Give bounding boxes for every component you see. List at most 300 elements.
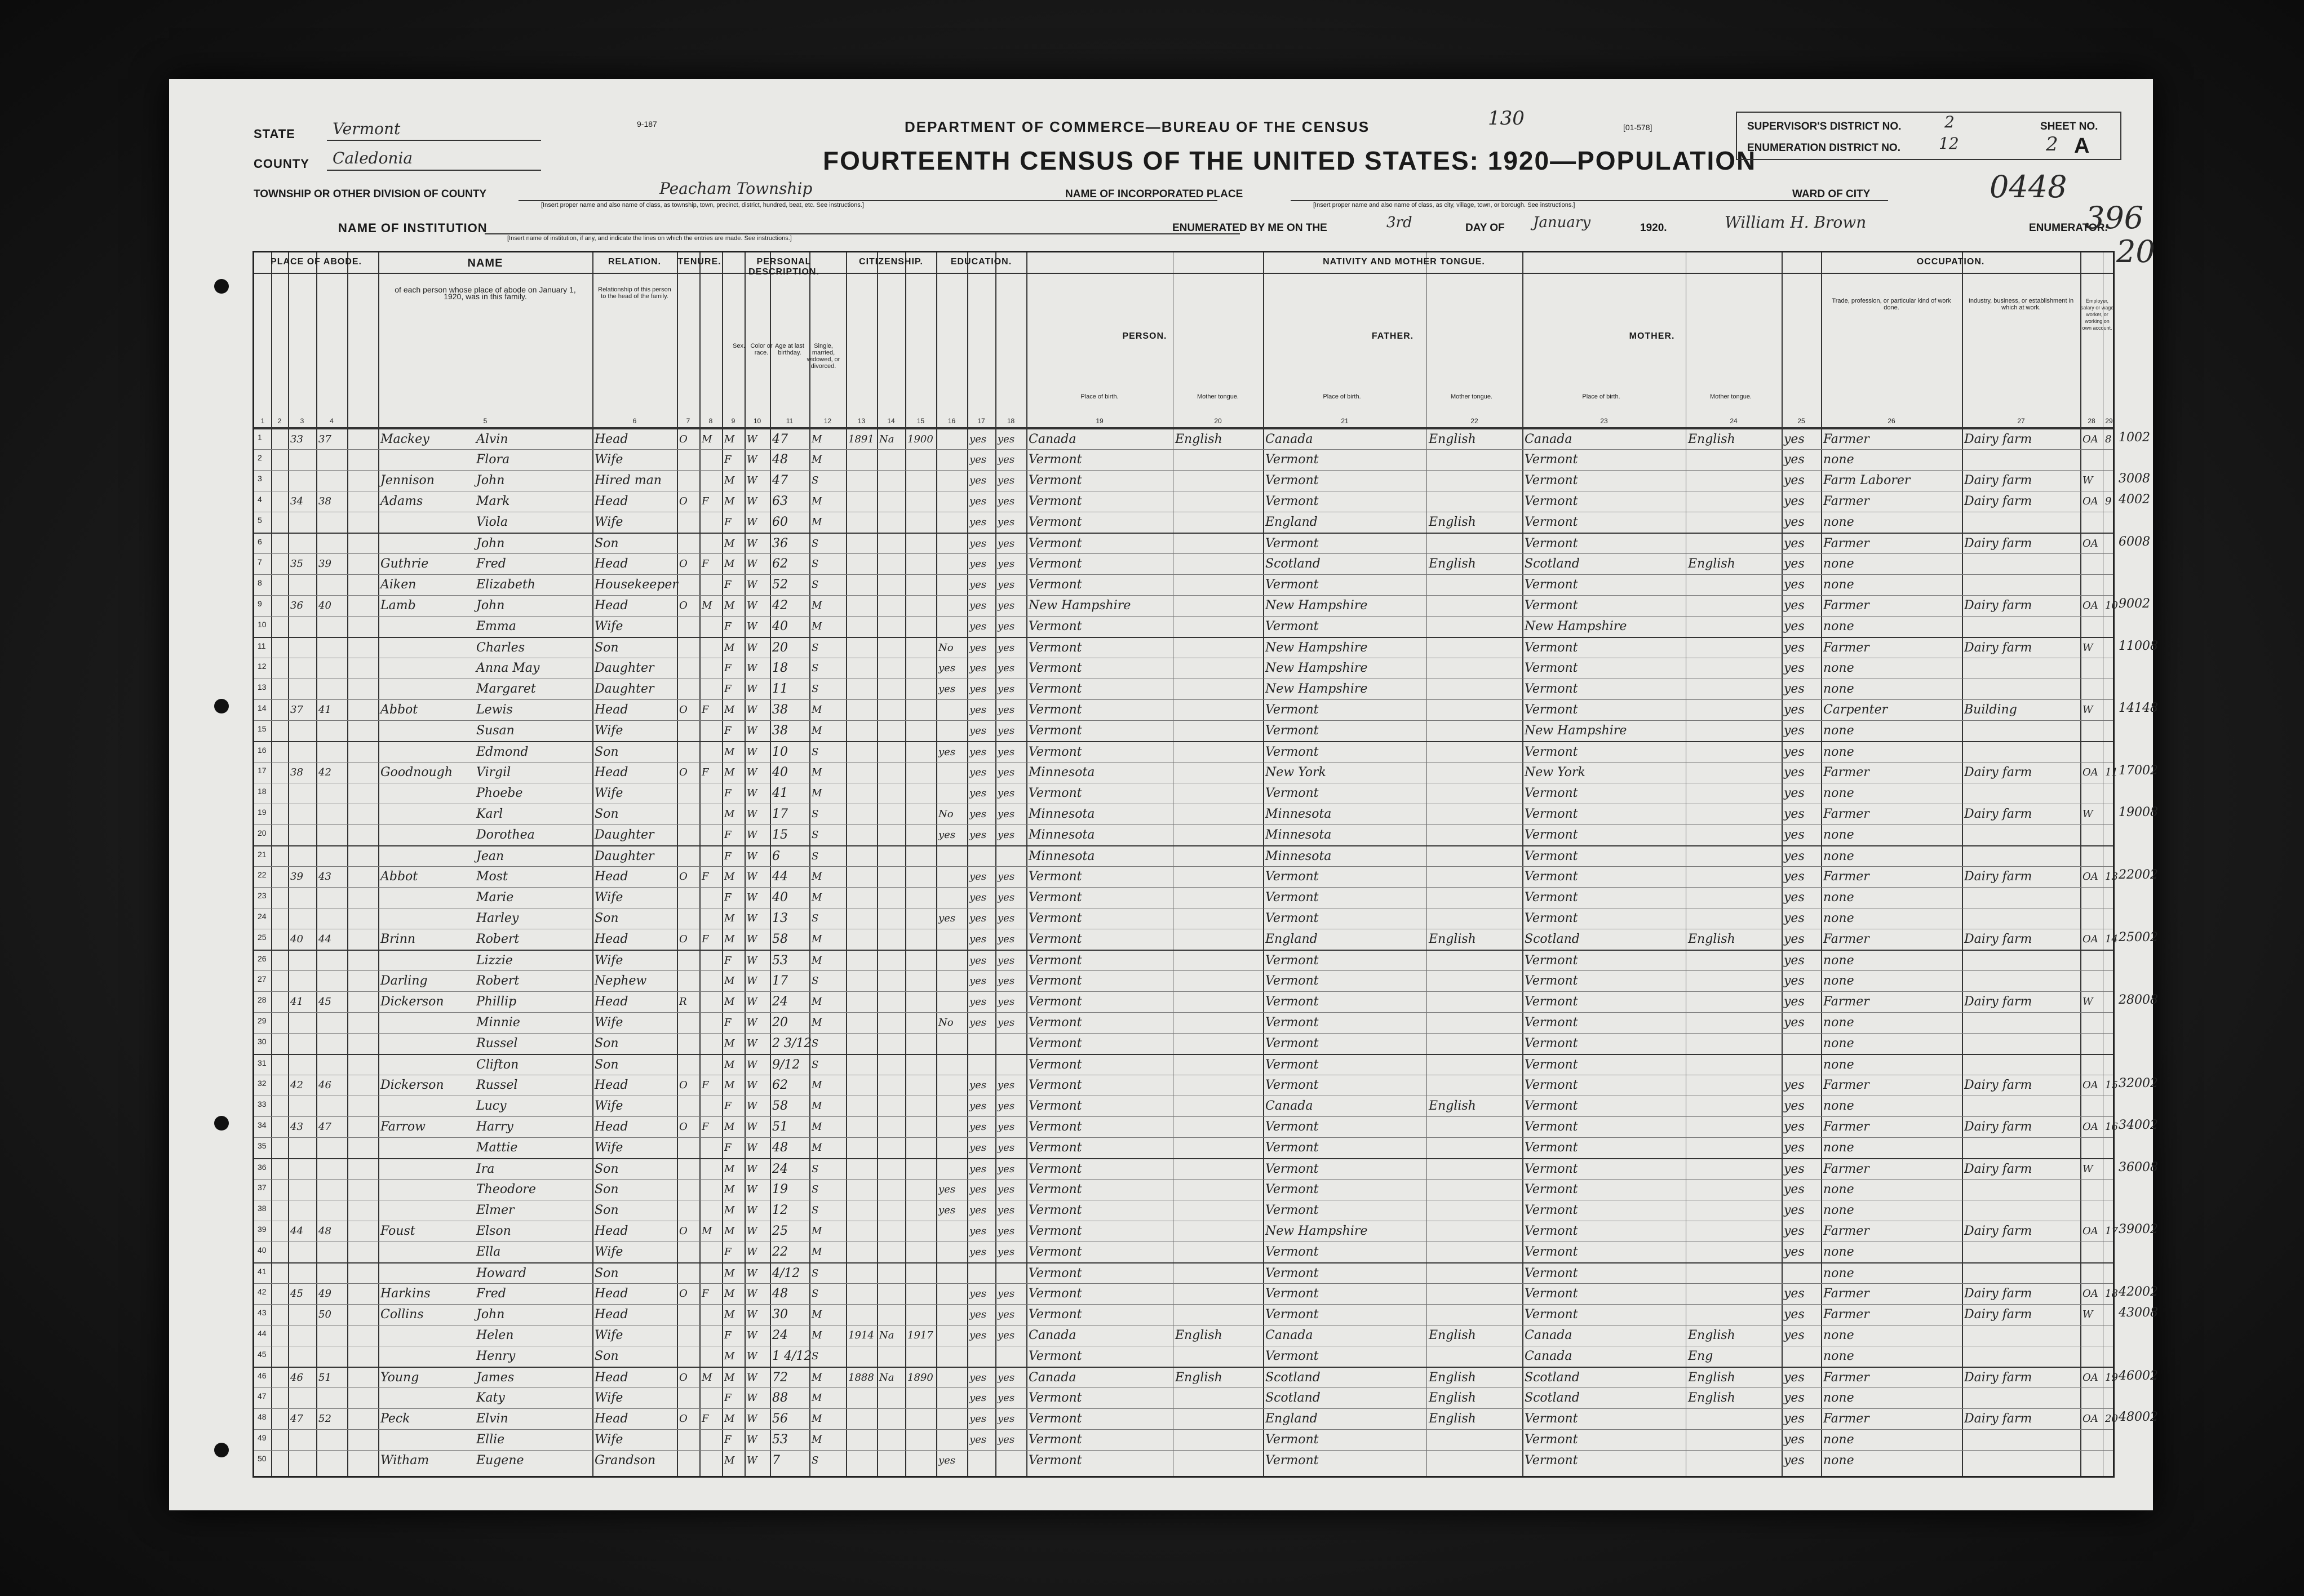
cell-rel: Son — [595, 1203, 619, 1217]
cell-given: John — [476, 598, 505, 613]
cell-sex: M — [724, 475, 735, 486]
cell-age: 48 — [772, 453, 788, 467]
cell-mort: F — [702, 558, 709, 570]
occupation-code: 48002 — [2119, 1410, 2158, 1424]
cell-fpob: Minnesota — [1265, 807, 1332, 821]
cell-rel: Head — [595, 1078, 628, 1092]
cell-read: yes — [969, 892, 987, 903]
cell-eng: yes — [1784, 932, 1805, 946]
cell-write: yes — [998, 1183, 1015, 1195]
cell-age: 58 — [772, 1099, 788, 1113]
cell-age: 88 — [772, 1391, 788, 1405]
cell-col: W — [747, 1142, 757, 1154]
cell-age: 1 4/12 — [772, 1349, 812, 1363]
cell-eng: yes — [1784, 1307, 1805, 1322]
cell-fam: 45 — [318, 996, 331, 1008]
cell-emp: OA — [2083, 766, 2098, 778]
marital-column-header: Single, married, widowed, or divorced. — [807, 343, 840, 370]
cell-fpob: Vermont — [1265, 703, 1319, 717]
cell-given: Margaret — [476, 682, 536, 696]
cell-mar: S — [812, 1350, 819, 1362]
cell-mpob: Canada — [1525, 1349, 1572, 1363]
cell-rel: Head — [595, 1120, 628, 1134]
cell-mpob: Vermont — [1525, 786, 1578, 800]
cell-age: 19 — [772, 1182, 788, 1196]
cell-sur: Mackey — [380, 432, 429, 446]
cell-tongue: English — [1175, 432, 1222, 446]
cell-trade: Farm Laborer — [1823, 473, 1911, 487]
cell-write: yes — [998, 787, 1015, 799]
cell-sex: M — [724, 600, 735, 611]
table-row — [254, 1096, 2113, 1116]
cell-col: W — [747, 808, 757, 820]
father-tongue-header: Mother tongue. — [1451, 393, 1492, 400]
group-header-divider — [254, 273, 2113, 274]
cell-age: 38 — [772, 724, 788, 738]
cell-eng: yes — [1784, 661, 1805, 675]
cell-eng: yes — [1784, 890, 1805, 905]
cell-pob: Vermont — [1029, 1307, 1082, 1322]
line-number: 46 — [258, 1371, 267, 1380]
census-year: 1920. — [1640, 222, 1667, 234]
occupation-code: 42002 — [2119, 1285, 2158, 1299]
cell-mort: F — [702, 495, 709, 507]
cell-read: yes — [969, 495, 987, 507]
cell-mpob: Vermont — [1525, 1058, 1578, 1072]
cell-sex: F — [724, 1434, 732, 1446]
cell-read: yes — [969, 1100, 987, 1112]
cell-fpob: Vermont — [1265, 1433, 1319, 1447]
cell-pob: Vermont — [1029, 1036, 1082, 1050]
line-number: 26 — [258, 954, 267, 963]
cell-sur: Adams — [380, 494, 423, 508]
line-number: 19 — [258, 808, 267, 817]
line-number: 29 — [258, 1016, 267, 1025]
age-column-header: Age at last birthday. — [775, 343, 804, 356]
cell-col: W — [747, 766, 757, 778]
cell-sur: Aiken — [380, 578, 417, 592]
cell-pob: Canada — [1029, 432, 1076, 446]
cell-trade: none — [1823, 1099, 1854, 1113]
cell-emp: OA — [2083, 1288, 2098, 1300]
cell-age: 38 — [772, 703, 788, 717]
cell-sur: Lamb — [380, 598, 416, 613]
enumerated-label: ENUMERATED BY ME ON THE — [1172, 222, 1327, 234]
cell-emp: W — [2083, 475, 2093, 486]
cell-fam: 41 — [318, 704, 331, 716]
cell-sch: yes — [938, 1183, 956, 1195]
cell-trade: Farmer — [1823, 1287, 1869, 1301]
cell-sur: Foust — [380, 1224, 415, 1238]
cell-sur: Farrow — [380, 1120, 426, 1134]
cell-col: W — [747, 1246, 757, 1258]
cell-age: 47 — [772, 473, 788, 487]
cell-rel: Head — [595, 870, 628, 884]
cell-eng: yes — [1784, 1016, 1805, 1030]
cell-trade: none — [1823, 619, 1854, 633]
cell-trade: none — [1823, 682, 1854, 696]
cell-dw: 38 — [290, 766, 303, 778]
cell-read: yes — [969, 955, 987, 967]
cell-write: yes — [998, 1392, 1015, 1404]
cell-sex: M — [724, 1372, 735, 1384]
industry-column-header: Industry, business, or establishment in which at work. — [1968, 298, 2074, 311]
cell-given: Howard — [476, 1266, 526, 1280]
cell-eng: yes — [1784, 557, 1805, 571]
cell-read: yes — [969, 766, 987, 778]
cell-mar: S — [812, 1267, 819, 1279]
cell-fpob: Vermont — [1265, 786, 1319, 800]
cell-ftongue: English — [1429, 1099, 1476, 1113]
cell-sex: M — [724, 1455, 735, 1466]
cell-write: yes — [998, 955, 1015, 967]
cell-eng: yes — [1784, 619, 1805, 633]
cell-given: Karl — [476, 807, 503, 821]
cell-given: Theodore — [476, 1182, 536, 1196]
cell-dw: 39 — [290, 871, 303, 883]
line-number: 2 — [258, 453, 262, 462]
cell-sex: M — [724, 746, 735, 758]
cell-col: W — [747, 850, 757, 862]
cell-trade: none — [1823, 828, 1854, 842]
occupation-code: 17002 — [2119, 764, 2158, 778]
cell-sch: yes — [938, 683, 956, 695]
column-number: 4 — [330, 417, 334, 425]
cell-rel: Head — [595, 703, 628, 717]
cell-mar: S — [812, 662, 819, 674]
cell-col: W — [747, 975, 757, 987]
sheet-number-value: 2 — [2046, 133, 2058, 156]
cell-mtongue: English — [1688, 932, 1735, 946]
cell-read: yes — [969, 1225, 987, 1237]
cell-trade: Farmer — [1823, 1224, 1869, 1238]
cell-age: 17 — [772, 807, 788, 821]
cell-trade: Farmer — [1823, 641, 1869, 655]
cell-given: Most — [476, 870, 508, 884]
cell-trade: none — [1823, 1141, 1854, 1155]
cell-age: 53 — [772, 1433, 788, 1447]
cell-mar: M — [812, 495, 822, 507]
department-title: DEPARTMENT OF COMMERCE—BUREAU OF THE CENSUS — [905, 118, 1370, 135]
occupation-code: 34002 — [2119, 1118, 2158, 1132]
cell-given: Russel — [476, 1036, 518, 1050]
census-table — [252, 251, 2158, 1478]
cell-eng: yes — [1784, 1433, 1805, 1447]
cell-mar: M — [812, 766, 822, 778]
cell-read: yes — [969, 725, 987, 737]
cell-read: yes — [969, 475, 987, 486]
employer-column-header: Employer, salary or wage worker, or working on own account. — [2080, 298, 2114, 331]
column-number: 22 — [1470, 417, 1478, 425]
cell-mar: M — [812, 620, 822, 632]
cell-fam: 37 — [318, 433, 331, 445]
cell-read: yes — [969, 558, 987, 570]
cell-eng: yes — [1784, 995, 1805, 1009]
cell-pob: Vermont — [1029, 1391, 1082, 1405]
cell-sex: M — [724, 1059, 735, 1071]
cell-sex: M — [724, 933, 735, 945]
county-label: COUNTY — [254, 157, 309, 171]
binder-hole — [214, 1443, 229, 1457]
cell-own: O — [679, 1225, 688, 1237]
ward-label: WARD OF CITY — [1792, 188, 1871, 200]
cell-eng: yes — [1784, 537, 1805, 551]
table-row — [254, 1450, 2113, 1471]
cell-age: 12 — [772, 1203, 788, 1217]
cell-rel: Son — [595, 537, 619, 551]
group-occupation: OCCUPATION. — [1916, 257, 1985, 267]
line-number: 50 — [258, 1454, 267, 1463]
cell-age: 13 — [772, 911, 788, 925]
cell-age: 36 — [772, 537, 788, 551]
cell-fpob: New Hampshire — [1265, 1224, 1368, 1238]
cell-given: Phoebe — [476, 786, 523, 800]
cell-fpob: New York — [1265, 765, 1326, 779]
cell-pob: Vermont — [1029, 954, 1082, 968]
institution-note: [Insert name of institution, if any, and indicate the lines on which the entries are made. See instructions.] — [507, 235, 792, 242]
column-number: 25 — [1797, 417, 1805, 425]
cell-mpob: Vermont — [1525, 641, 1578, 655]
cell-ind: Dairy farm — [1964, 1162, 2032, 1176]
cell-given: James — [476, 1371, 515, 1385]
cell-mpob: Vermont — [1525, 1120, 1578, 1134]
cell-given: Virgil — [476, 765, 511, 779]
cell-sex: M — [724, 495, 735, 507]
cell-age: 6 — [772, 849, 780, 863]
enumeration-district-label: ENUMERATION DISTRICT NO. — [1747, 142, 1900, 154]
cell-sex: M — [724, 1288, 735, 1300]
cell-pob: Vermont — [1029, 1349, 1082, 1363]
table-row — [254, 1242, 2113, 1262]
cell-col: W — [747, 620, 757, 632]
cell-trade: none — [1823, 453, 1854, 467]
cell-read: yes — [969, 662, 987, 674]
cell-trade: none — [1823, 724, 1854, 738]
column-number: 13 — [857, 417, 866, 425]
cell-fpob: Vermont — [1265, 473, 1319, 487]
cell-write: yes — [998, 871, 1015, 883]
cell-mar: M — [812, 1392, 822, 1404]
cell-sex: F — [724, 454, 732, 466]
cell-sex: F — [724, 1142, 732, 1154]
cell-pob: Vermont — [1029, 1266, 1082, 1280]
table-row — [254, 574, 2113, 595]
column-number: 12 — [823, 417, 832, 425]
cell-mtongue: English — [1688, 1391, 1735, 1405]
cell-rel: Head — [595, 494, 628, 508]
enumeration-district-value: 12 — [1939, 134, 1959, 153]
cell-mort: F — [702, 1121, 709, 1133]
institution-underline — [485, 233, 1240, 234]
cell-age: 30 — [772, 1307, 788, 1322]
cell-mort: F — [702, 871, 709, 883]
mother-birthplace-header: Place of birth. — [1582, 393, 1620, 400]
margin-stamp-number: 396 — [2085, 200, 2144, 236]
table-row — [254, 595, 2150, 616]
cell-rel: Head — [595, 765, 628, 779]
occupation-code: 9002 — [2119, 597, 2150, 611]
cell-fpob: Vermont — [1265, 1162, 1319, 1176]
cell-sur: Witham — [380, 1453, 429, 1468]
table-row — [254, 741, 2113, 762]
subgroup-mother: MOTHER. — [1629, 331, 1675, 341]
cell-rel: Head — [595, 1412, 628, 1426]
cell-read: yes — [969, 516, 987, 528]
cell-rel: Son — [595, 745, 619, 759]
cell-emp: OA — [2083, 1079, 2098, 1091]
cell-fpob: Vermont — [1265, 745, 1319, 759]
cell-mtongue: English — [1688, 557, 1735, 571]
cell-fpob: Vermont — [1265, 890, 1319, 905]
table-row — [254, 783, 2113, 804]
day-of-label: DAY OF — [1465, 222, 1505, 234]
cell-sex: M — [724, 808, 735, 820]
table-row — [254, 1137, 2113, 1158]
cell-mpob: Canada — [1525, 1328, 1572, 1342]
cell-fam: 43 — [318, 871, 331, 883]
table-row — [254, 991, 2158, 1012]
township-note: [Insert proper name and also name of class, as township, town, precinct, district, hundred, beat, etc. See instructions.] — [541, 202, 864, 209]
cell-mtongue: Eng — [1688, 1349, 1713, 1363]
mother-tongue-header: Mother tongue. — [1710, 393, 1752, 400]
cell-pob: Vermont — [1029, 494, 1082, 508]
line-number: 24 — [258, 912, 267, 921]
cell-given: Edmond — [476, 745, 529, 759]
cell-trade: none — [1823, 515, 1854, 529]
cell-pob: Vermont — [1029, 1058, 1082, 1072]
cell-mtongue: English — [1688, 1371, 1735, 1385]
cell-eng: yes — [1784, 1120, 1805, 1134]
cell-eng: yes — [1784, 598, 1805, 613]
cell-given: Anna May — [476, 661, 540, 675]
line-number: 7 — [258, 557, 262, 566]
line-number: 11 — [258, 641, 266, 650]
line-number: 27 — [258, 974, 267, 983]
cell-pob: Vermont — [1029, 1412, 1082, 1426]
cell-pob: Vermont — [1029, 1224, 1082, 1238]
cell-ind: Dairy farm — [1964, 537, 2032, 551]
cell-trade: none — [1823, 1349, 1854, 1363]
state-underline — [327, 140, 541, 141]
cell-write: yes — [998, 1204, 1015, 1216]
cell-rel: Head — [595, 932, 628, 946]
cell-sur: Peck — [380, 1412, 410, 1426]
cell-trade: Farmer — [1823, 1412, 1869, 1426]
cell-age: 7 — [772, 1453, 780, 1468]
cell-own: O — [679, 558, 688, 570]
cell-read: yes — [969, 787, 987, 799]
enumerator-label: ENUMERATOR. — [2029, 222, 2108, 234]
cell-dw: 47 — [290, 1413, 303, 1425]
table-row — [254, 533, 2150, 553]
cell-sex: M — [724, 1163, 735, 1175]
cell-ftongue: English — [1429, 1391, 1476, 1405]
cell-fpob: Vermont — [1265, 1078, 1319, 1092]
incorporated-place-note: [Insert proper name and also name of class, as city, village, town, or borough. See instructions.] — [1313, 202, 1575, 209]
cell-mpob: Vermont — [1525, 828, 1578, 842]
cell-eng: yes — [1784, 1412, 1805, 1426]
cell-fpob: England — [1265, 515, 1318, 529]
table-row — [254, 1283, 2158, 1304]
cell-read: yes — [969, 1288, 987, 1300]
cell-emp: W — [2083, 1163, 2093, 1175]
cell-sch: yes — [938, 829, 956, 841]
column-number: 1 — [260, 417, 265, 425]
cell-ind: Dairy farm — [1964, 1371, 2032, 1385]
cell-age: 20 — [772, 1016, 788, 1030]
line-number: 13 — [258, 682, 267, 691]
cell-mar: M — [812, 1142, 822, 1154]
cell-mar: M — [812, 933, 822, 945]
occupation-code: 22002 — [2119, 868, 2158, 882]
cell-col: W — [747, 725, 757, 737]
cell-mpob: Scotland — [1525, 932, 1580, 946]
cell-ind: Dairy farm — [1964, 932, 2032, 946]
cell-given: Charles — [476, 641, 525, 655]
group-personal-description: PERSONAL DESCRIPTION. — [748, 257, 819, 277]
cell-write: yes — [998, 829, 1015, 841]
cell-col: W — [747, 1017, 757, 1028]
cell-emp: W — [2083, 642, 2093, 654]
table-row — [254, 699, 2158, 720]
cell-write: yes — [998, 1017, 1015, 1028]
line-number: 36 — [258, 1163, 267, 1172]
cell-given: Viola — [476, 515, 508, 529]
incorporated-place-label: NAME OF INCORPORATED PLACE — [1065, 188, 1243, 200]
cell-fpob: England — [1265, 1412, 1318, 1426]
cell-col: W — [747, 746, 757, 758]
cell-mar: S — [812, 642, 819, 654]
cell-pob: Vermont — [1029, 661, 1082, 675]
cell-tongue: English — [1175, 1371, 1222, 1385]
cell-mpob: Vermont — [1525, 1016, 1578, 1030]
cell-own: O — [679, 1079, 688, 1091]
cell-given: Alvin — [476, 432, 508, 446]
table-row — [254, 1408, 2158, 1429]
cell-mar: M — [812, 704, 822, 716]
column-number: 29 — [2105, 417, 2113, 425]
cell-emp: OA — [2083, 871, 2098, 883]
cell-rel: Wife — [595, 1433, 623, 1447]
cell-col: W — [747, 1204, 757, 1216]
cell-col: W — [747, 558, 757, 570]
cell-given: Elmer — [476, 1203, 515, 1217]
group-place-of-abode: PLACE OF ABODE. — [271, 257, 362, 267]
cell-sex: M — [724, 642, 735, 654]
cell-age: 17 — [772, 974, 788, 988]
cell-mtongue: English — [1688, 432, 1735, 446]
cell-sch: yes — [938, 912, 956, 924]
cell-age: 24 — [772, 1162, 788, 1176]
cell-rel: Head — [595, 1224, 628, 1238]
cell-farm: 11 — [2105, 766, 2118, 778]
cell-given: John — [476, 537, 505, 551]
column-number: 14 — [887, 417, 895, 425]
cell-fpob: Vermont — [1265, 1141, 1319, 1155]
color-column-header: Color or race. — [750, 343, 773, 356]
cell-fpob: Scotland — [1265, 1371, 1321, 1385]
cell-mar: M — [812, 892, 822, 903]
cell-col: W — [747, 1309, 757, 1320]
cell-fpob: Vermont — [1265, 1245, 1319, 1259]
cell-mar: M — [812, 1100, 822, 1112]
cell-pob: Minnesota — [1029, 807, 1095, 821]
cell-rel: Wife — [595, 1016, 623, 1030]
cell-emp: W — [2083, 1309, 2093, 1320]
cell-farm: 17 — [2105, 1225, 2118, 1237]
cell-given: Ellie — [476, 1433, 505, 1447]
cell-fam: 52 — [318, 1413, 331, 1425]
